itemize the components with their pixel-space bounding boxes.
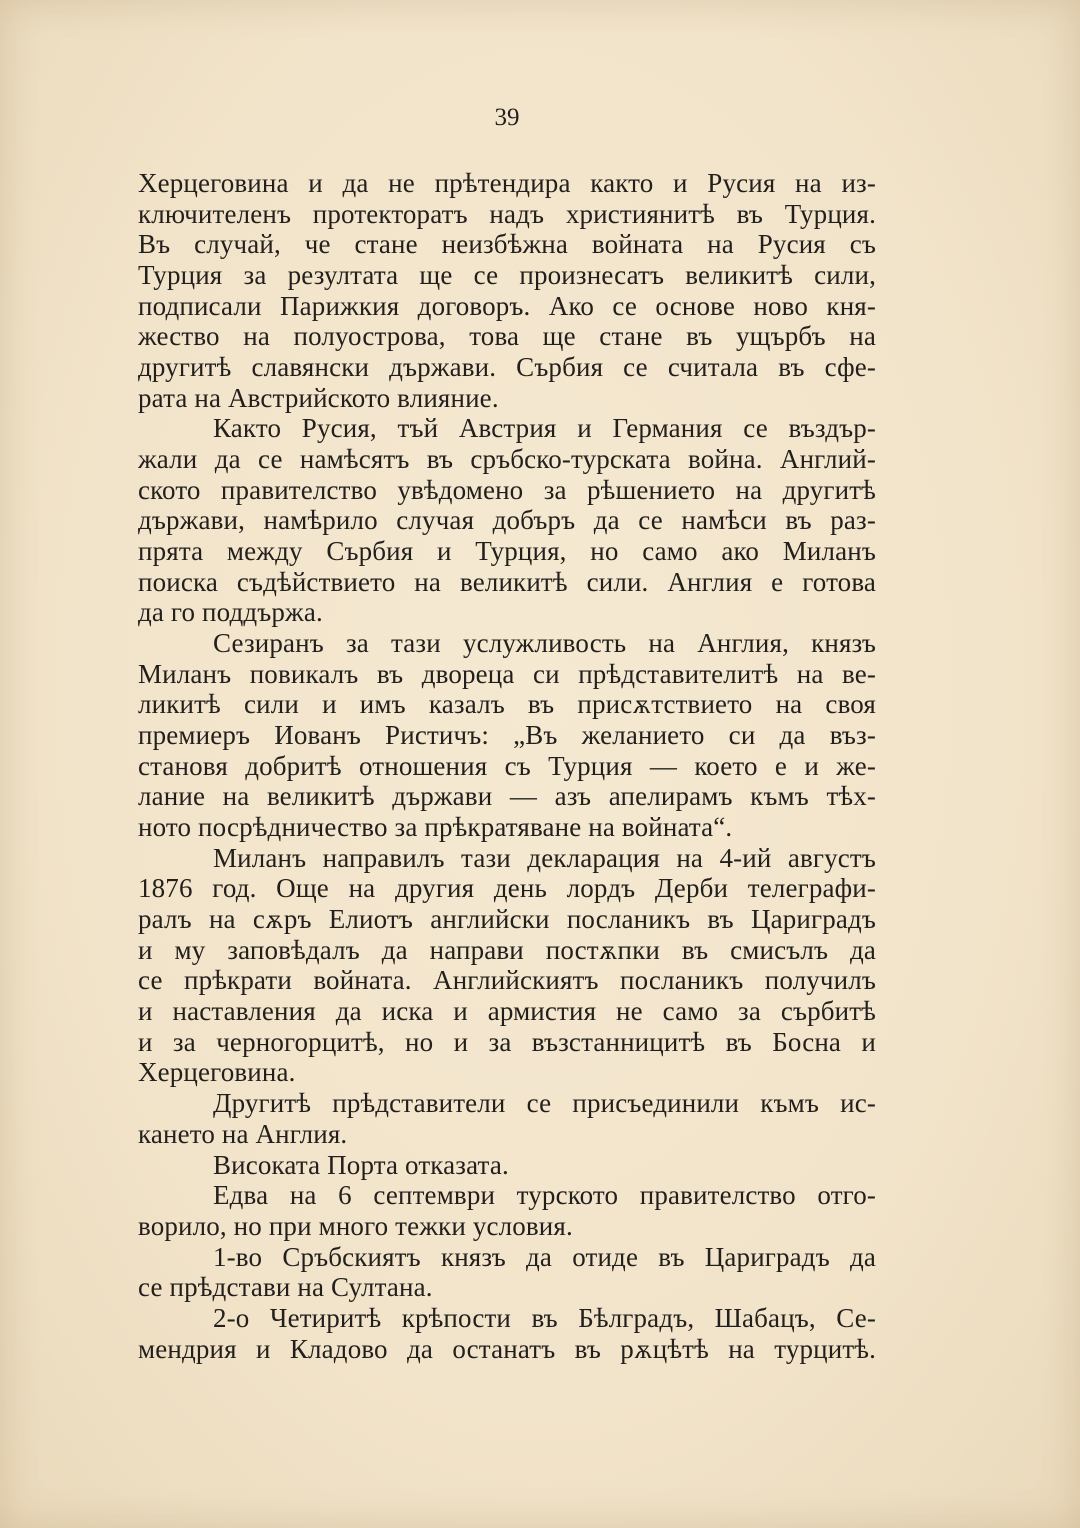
text-line: ворило, но при много тежки условия. xyxy=(138,1210,573,1241)
text-line: рата на Австрийското влияние. xyxy=(138,382,499,413)
text-line: ключителенъ протекторатъ надъ християнитѣ въ Турция. xyxy=(138,198,876,229)
paragraph xyxy=(138,1180,876,1241)
text-line: ното посрѣдничество за прѣкратяване на войната“. xyxy=(138,812,733,843)
text-line: Миланъ направилъ тази декларация на 4-ий августъ xyxy=(213,842,876,873)
paragraph xyxy=(138,1303,876,1364)
text-line: и наставления да иска и армистия не само за сърбитѣ xyxy=(138,996,876,1027)
paragraph xyxy=(138,628,876,843)
text-line: подписали Парижкия договоръ. Ако се основе ново кня- xyxy=(138,290,876,321)
text-line: становя добритѣ отношения съ Турция — което е и же- xyxy=(138,750,876,781)
text-line: Другитѣ прѣдставители се присъединили къмъ ис- xyxy=(213,1088,876,1119)
text-line: се прѣкрати войната. Английскиятъ посланикъ получилъ xyxy=(138,965,876,996)
text-line: Турция за резултата ще се произнесатъ великитѣ сили, xyxy=(138,260,876,291)
text-line: поиска съдѣйствието на великитѣ сили. Англия е готова xyxy=(138,566,876,597)
text-line: ликитѣ сили и имъ казалъ въ присѫтствието на своя xyxy=(138,689,876,720)
text-line: кането на Англия. xyxy=(138,1118,348,1149)
text-line: Едва на 6 септември турското правителство отго- xyxy=(213,1180,876,1211)
text-line: 2-о Четиритѣ крѣпости въ Бѣлградъ, Шабацъ, Се- xyxy=(213,1302,876,1333)
paragraph xyxy=(138,1088,876,1149)
text-line: Сезиранъ за тази услужливость на Англия, князъ xyxy=(213,628,876,659)
text-line: жество на полуострова, това ще стане въ ущърбъ на xyxy=(138,321,876,352)
text-line: премиеръ Иованъ Ристичъ: „Въ желанието си да въз- xyxy=(138,720,876,751)
paragraph xyxy=(138,1150,876,1181)
text-line: Високата Порта отказата. xyxy=(213,1149,509,1180)
text-line: държави, намѣрило случая добъръ да се намѣси въ раз- xyxy=(138,505,876,536)
text-line: 1876 год. Още на другия день лордъ Дерби телеграфи- xyxy=(138,873,876,904)
paragraph xyxy=(138,413,876,628)
text-line: Както Русия, тъй Австрия и Германия се въздър- xyxy=(213,413,876,444)
text-line: Херцеговина и да не прѣтендира както и Русия на из- xyxy=(138,168,876,198)
text-line: другитѣ славянски държави. Сърбия се считала въ сфе- xyxy=(138,352,876,383)
paragraph xyxy=(138,843,876,1088)
text-line: да го поддържа. xyxy=(138,597,323,628)
paragraph xyxy=(138,168,876,413)
text-line: ралъ на сѫръ Елиотъ английски посланикъ въ Цариградъ xyxy=(138,904,876,935)
text-line: Въ случай, че стане неизбѣжна войната на Русия съ xyxy=(138,229,876,260)
text-line: 1-во Сръбскиятъ князъ да отиде въ Цариградъ да xyxy=(213,1241,876,1272)
text-line: ското правителство увѣдомено за рѣшението на другитѣ xyxy=(138,474,876,505)
text-line: се прѣдстави на Султана. xyxy=(138,1272,433,1303)
text-line: прята между Сърбия и Турция, но само ако Миланъ xyxy=(138,536,876,567)
text-line: жали да се намѣсятъ въ сръбско-турската война. Англий- xyxy=(138,444,876,475)
text-line: Херцеговина. xyxy=(138,1057,296,1088)
text-line: Миланъ повикалъ въ двореца си прѣдставителитѣ на ве- xyxy=(138,658,876,689)
text-line: лание на великитѣ държави — азъ апелирамъ къмъ тѣх- xyxy=(138,781,876,812)
paragraph xyxy=(138,1242,876,1303)
text-line: мендрия и Кладово да останатъ въ рѫцѣтѣ на турцитѣ. xyxy=(138,1333,876,1364)
page-number: 39 xyxy=(494,104,520,131)
text-line: и му заповѣдалъ да направи постѫпки въ смисълъ да xyxy=(138,934,876,965)
body-text xyxy=(138,168,876,1364)
text-line: и за черногорцитѣ, но и за възстанницитѣ въ Босна и xyxy=(138,1026,876,1057)
